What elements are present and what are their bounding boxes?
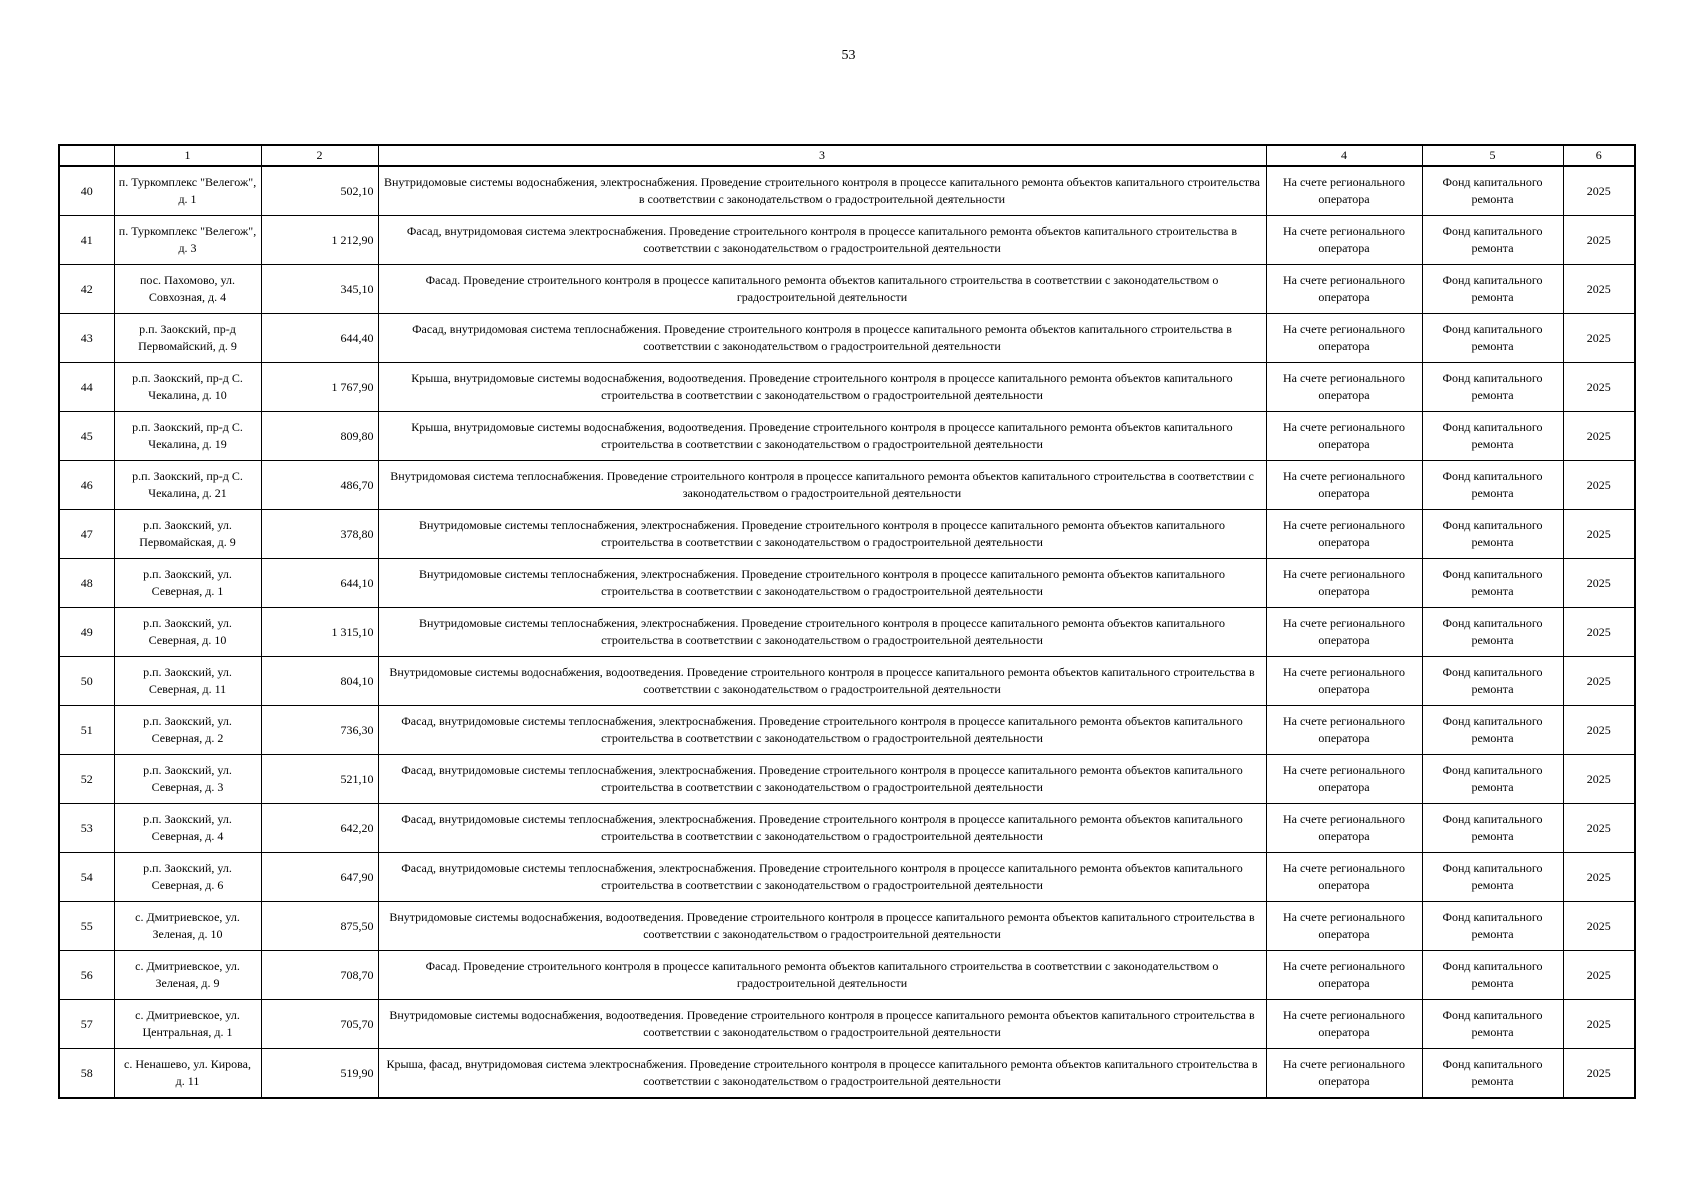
fund-cell: Фонд капитального ремонта: [1422, 216, 1563, 265]
header-cell-2: 2: [261, 145, 378, 166]
works-cell: Фасад, внутридомовые системы теплоснабжения, электроснабжения. Проведение строительного контроля в процессе капитального ремонта объектов капитального строительства в соответствии с законодательством о градостроительной деятельности: [378, 853, 1266, 902]
address-cell: р.п. Заокский, ул. Северная, д. 4: [114, 804, 261, 853]
table-row: [59, 363, 1635, 412]
header-cell-4: 4: [1266, 145, 1422, 166]
area-cell: 1 212,90: [261, 216, 378, 265]
year-cell: 2025: [1563, 706, 1635, 755]
year-cell: 2025: [1563, 951, 1635, 1000]
table-row: [59, 804, 1635, 853]
address-cell: р.п. Заокский, ул. Первомайская, д. 9: [114, 510, 261, 559]
area-cell: 804,10: [261, 657, 378, 706]
area-cell: 809,80: [261, 412, 378, 461]
table-row: [59, 1000, 1635, 1049]
address-cell: с. Ненашево, ул. Кирова, д. 11: [114, 1049, 261, 1099]
fund-cell: Фонд капитального ремонта: [1422, 412, 1563, 461]
account-cell: На счете регионального оператора: [1266, 559, 1422, 608]
header-cell-6: 6: [1563, 145, 1635, 166]
row-number: 57: [59, 1000, 114, 1049]
works-cell: Внутридомовые системы водоснабжения, водоотведения. Проведение строительного контроля в процессе капитального ремонта объектов капитального строительства в соответствии с законодательством о градостроительной деятельности: [378, 902, 1266, 951]
row-number: 40: [59, 166, 114, 216]
address-cell: р.п. Заокский, пр-д Первомайский, д. 9: [114, 314, 261, 363]
account-cell: На счете регионального оператора: [1266, 314, 1422, 363]
works-cell: Фасад, внутридомовая система электроснабжения. Проведение строительного контроля в процессе капитального ремонта объектов капитального строительства в соответствии с законодательством о градостроительной деятельности: [378, 216, 1266, 265]
fund-cell: Фонд капитального ремонта: [1422, 363, 1563, 412]
works-cell: Фасад, внутридомовая система теплоснабжения. Проведение строительного контроля в процессе капитального ремонта объектов капитального строительства в соответствии с законодательством о градостроительной деятельности: [378, 314, 1266, 363]
year-cell: 2025: [1563, 216, 1635, 265]
works-cell: Внутридомовые системы теплоснабжения, электроснабжения. Проведение строительного контроля в процессе капитального ремонта объектов капитального строительства в соответствии с законодательством о градостроительной деятельности: [378, 608, 1266, 657]
year-cell: 2025: [1563, 314, 1635, 363]
address-cell: р.п. Заокский, пр-д С. Чекалина, д. 21: [114, 461, 261, 510]
area-cell: 644,10: [261, 559, 378, 608]
works-cell: Фасад. Проведение строительного контроля в процессе капитального ремонта объектов капитального строительства в соответствии с законодательством о градостроительной деятельности: [378, 265, 1266, 314]
account-cell: На счете регионального оператора: [1266, 853, 1422, 902]
works-cell: Внутридомовые системы теплоснабжения, электроснабжения. Проведение строительного контроля в процессе капитального ремонта объектов капитального строительства в соответствии с законодательством о градостроительной деятельности: [378, 510, 1266, 559]
year-cell: 2025: [1563, 265, 1635, 314]
year-cell: 2025: [1563, 1049, 1635, 1099]
account-cell: На счете регионального оператора: [1266, 166, 1422, 216]
row-number: 55: [59, 902, 114, 951]
year-cell: 2025: [1563, 902, 1635, 951]
works-cell: Крыша, фасад, внутридомовая система электроснабжения. Проведение строительного контроля в процессе капитального ремонта объектов капитального строительства в соответствии с законодательством о градостроительной деятельности: [378, 1049, 1266, 1099]
account-cell: На счете регионального оператора: [1266, 902, 1422, 951]
works-cell: Фасад, внутридомовые системы теплоснабжения, электроснабжения. Проведение строительного контроля в процессе капитального ремонта объектов капитального строительства в соответствии с законодательством о градостроительной деятельности: [378, 804, 1266, 853]
works-cell: Внутридомовые системы теплоснабжения, электроснабжения. Проведение строительного контроля в процессе капитального ремонта объектов капитального строительства в соответствии с законодательством о градостроительной деятельности: [378, 559, 1266, 608]
works-cell: Внутридомовые системы водоснабжения, водоотведения. Проведение строительного контроля в процессе капитального ремонта объектов капитального строительства в соответствии с законодательством о градостроительной деятельности: [378, 1000, 1266, 1049]
area-cell: 486,70: [261, 461, 378, 510]
table-row: [59, 608, 1635, 657]
area-cell: 875,50: [261, 902, 378, 951]
capital-repair-table: [58, 144, 1636, 1099]
address-cell: р.п. Заокский, ул. Северная, д. 2: [114, 706, 261, 755]
table-row: [59, 902, 1635, 951]
row-number: 47: [59, 510, 114, 559]
account-cell: На счете регионального оператора: [1266, 216, 1422, 265]
table-row: [59, 706, 1635, 755]
works-cell: Внутридомовая система теплоснабжения. Проведение строительного контроля в процессе капитального ремонта объектов капитального строительства в соответствии с законодательством о градостроительной деятельности: [378, 461, 1266, 510]
account-cell: На счете регионального оператора: [1266, 1000, 1422, 1049]
table-row: [59, 853, 1635, 902]
address-cell: р.п. Заокский, пр-д С. Чекалина, д. 10: [114, 363, 261, 412]
row-number: 49: [59, 608, 114, 657]
account-cell: На счете регионального оператора: [1266, 461, 1422, 510]
account-cell: На счете регионального оператора: [1266, 412, 1422, 461]
row-number: 41: [59, 216, 114, 265]
account-cell: На счете регионального оператора: [1266, 657, 1422, 706]
area-cell: 521,10: [261, 755, 378, 804]
table-row: [59, 314, 1635, 363]
table-row: [59, 412, 1635, 461]
row-number: 53: [59, 804, 114, 853]
header-cell-1: 1: [114, 145, 261, 166]
table-row: [59, 755, 1635, 804]
row-number: 45: [59, 412, 114, 461]
account-cell: На счете регионального оператора: [1266, 608, 1422, 657]
header-row: [59, 145, 1635, 166]
table-row: [59, 265, 1635, 314]
area-cell: 647,90: [261, 853, 378, 902]
row-number: 50: [59, 657, 114, 706]
account-cell: На счете регионального оператора: [1266, 1049, 1422, 1099]
area-cell: 705,70: [261, 1000, 378, 1049]
area-cell: 736,30: [261, 706, 378, 755]
account-cell: На счете регионального оператора: [1266, 363, 1422, 412]
works-cell: Крыша, внутридомовые системы водоснабжения, водоотведения. Проведение строительного контроля в процессе капитального ремонта объектов капитального строительства в соответствии с законодательством о градостроительной деятельности: [378, 363, 1266, 412]
address-cell: с. Дмитриевское, ул. Центральная, д. 1: [114, 1000, 261, 1049]
works-cell: Фасад, внутридомовые системы теплоснабжения, электроснабжения. Проведение строительного контроля в процессе капитального ремонта объектов капитального строительства в соответствии с законодательством о градостроительной деятельности: [378, 706, 1266, 755]
area-cell: 345,10: [261, 265, 378, 314]
works-cell: Фасад, внутридомовые системы теплоснабжения, электроснабжения. Проведение строительного контроля в процессе капитального ремонта объектов капитального строительства в соответствии с законодательством о градостроительной деятельности: [378, 755, 1266, 804]
row-number: 58: [59, 1049, 114, 1099]
account-cell: На счете регионального оператора: [1266, 265, 1422, 314]
year-cell: 2025: [1563, 804, 1635, 853]
area-cell: 378,80: [261, 510, 378, 559]
year-cell: 2025: [1563, 755, 1635, 804]
address-cell: п. Туркомплекс "Велегож", д. 3: [114, 216, 261, 265]
header-cell-index: [59, 145, 114, 166]
row-number: 51: [59, 706, 114, 755]
fund-cell: Фонд капитального ремонта: [1422, 1049, 1563, 1099]
year-cell: 2025: [1563, 461, 1635, 510]
header-cell-5: 5: [1422, 145, 1563, 166]
year-cell: 2025: [1563, 510, 1635, 559]
year-cell: 2025: [1563, 412, 1635, 461]
table-row: [59, 559, 1635, 608]
fund-cell: Фонд капитального ремонта: [1422, 461, 1563, 510]
area-cell: 644,40: [261, 314, 378, 363]
year-cell: 2025: [1563, 853, 1635, 902]
address-cell: р.п. Заокский, ул. Северная, д. 6: [114, 853, 261, 902]
address-cell: р.п. Заокский, ул. Северная, д. 10: [114, 608, 261, 657]
fund-cell: Фонд капитального ремонта: [1422, 951, 1563, 1000]
year-cell: 2025: [1563, 608, 1635, 657]
row-number: 48: [59, 559, 114, 608]
year-cell: 2025: [1563, 1000, 1635, 1049]
address-cell: с. Дмитриевское, ул. Зеленая, д. 9: [114, 951, 261, 1000]
fund-cell: Фонд капитального ремонта: [1422, 902, 1563, 951]
area-cell: 519,90: [261, 1049, 378, 1099]
fund-cell: Фонд капитального ремонта: [1422, 559, 1563, 608]
table-row: [59, 657, 1635, 706]
table-row: [59, 216, 1635, 265]
area-cell: 1 315,10: [261, 608, 378, 657]
works-cell: Внутридомовые системы водоснабжения, водоотведения. Проведение строительного контроля в процессе капитального ремонта объектов капитального строительства в соответствии с законодательством о градостроительной деятельности: [378, 657, 1266, 706]
table-row: [59, 951, 1635, 1000]
account-cell: На счете регионального оператора: [1266, 951, 1422, 1000]
table-row: [59, 510, 1635, 559]
row-number: 46: [59, 461, 114, 510]
account-cell: На счете регионального оператора: [1266, 510, 1422, 559]
row-number: 43: [59, 314, 114, 363]
table-row: [59, 461, 1635, 510]
area-cell: 642,20: [261, 804, 378, 853]
year-cell: 2025: [1563, 363, 1635, 412]
fund-cell: Фонд капитального ремонта: [1422, 657, 1563, 706]
row-number: 52: [59, 755, 114, 804]
year-cell: 2025: [1563, 559, 1635, 608]
area-cell: 1 767,90: [261, 363, 378, 412]
address-cell: п. Туркомплекс "Велегож", д. 1: [114, 166, 261, 216]
address-cell: р.п. Заокский, ул. Северная, д. 3: [114, 755, 261, 804]
area-cell: 708,70: [261, 951, 378, 1000]
row-number: 56: [59, 951, 114, 1000]
fund-cell: Фонд капитального ремонта: [1422, 804, 1563, 853]
account-cell: На счете регионального оператора: [1266, 706, 1422, 755]
address-cell: пос. Пахомово, ул. Совхозная, д. 4: [114, 265, 261, 314]
works-cell: Крыша, внутридомовые системы водоснабжения, водоотведения. Проведение строительного контроля в процессе капитального ремонта объектов капитального строительства в соответствии с законодательством о градостроительной деятельности: [378, 412, 1266, 461]
account-cell: На счете регионального оператора: [1266, 755, 1422, 804]
area-cell: 502,10: [261, 166, 378, 216]
fund-cell: Фонд капитального ремонта: [1422, 706, 1563, 755]
fund-cell: Фонд капитального ремонта: [1422, 314, 1563, 363]
table-body: [59, 166, 1635, 1098]
fund-cell: Фонд капитального ремонта: [1422, 265, 1563, 314]
table-row: [59, 1049, 1635, 1099]
address-cell: р.п. Заокский, пр-д С. Чекалина, д. 19: [114, 412, 261, 461]
page-number: 53: [841, 48, 856, 63]
address-cell: р.п. Заокский, ул. Северная, д. 1: [114, 559, 261, 608]
fund-cell: Фонд капитального ремонта: [1422, 853, 1563, 902]
fund-cell: Фонд капитального ремонта: [1422, 755, 1563, 804]
row-number: 44: [59, 363, 114, 412]
works-cell: Фасад. Проведение строительного контроля в процессе капитального ремонта объектов капитального строительства в соответствии с законодательством о градостроительной деятельности: [378, 951, 1266, 1000]
account-cell: На счете регионального оператора: [1266, 804, 1422, 853]
fund-cell: Фонд капитального ремонта: [1422, 166, 1563, 216]
fund-cell: Фонд капитального ремонта: [1422, 1000, 1563, 1049]
row-number: 42: [59, 265, 114, 314]
address-cell: р.п. Заокский, ул. Северная, д. 11: [114, 657, 261, 706]
table-row: [59, 166, 1635, 216]
address-cell: с. Дмитриевское, ул. Зеленая, д. 10: [114, 902, 261, 951]
header-cell-3: 3: [378, 145, 1266, 166]
year-cell: 2025: [1563, 166, 1635, 216]
fund-cell: Фонд капитального ремонта: [1422, 510, 1563, 559]
row-number: 54: [59, 853, 114, 902]
year-cell: 2025: [1563, 657, 1635, 706]
fund-cell: Фонд капитального ремонта: [1422, 608, 1563, 657]
works-cell: Внутридомовые системы водоснабжения, электроснабжения. Проведение строительного контроля в процессе капитального ремонта объектов капитального строительства в соответствии с законодательством о градостроительной деятельности: [378, 166, 1266, 216]
